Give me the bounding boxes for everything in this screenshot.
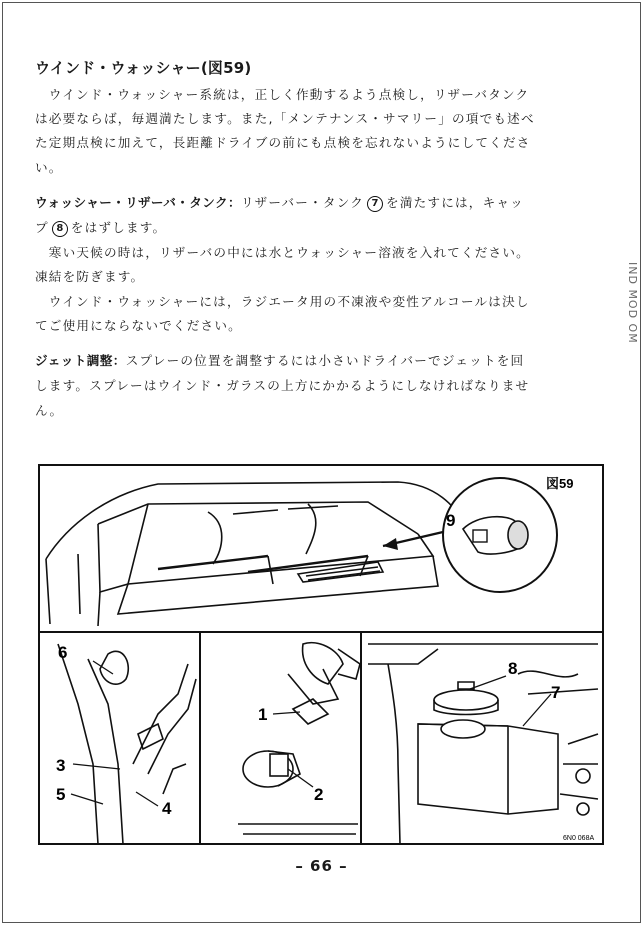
tank-number-badge: 7 [367, 196, 383, 212]
jet-line-3: ん。 [35, 403, 64, 418]
reservoir-lead: ウォッシャー・リザーバ・タンク： [35, 195, 242, 210]
side-margin-mark: IND MOD OM [626, 262, 639, 344]
reservoir-line-2 [35, 217, 166, 237]
intro-line-1: ウインド・ウォッシャー系統は，正しく作動するよう点検し，リザーバタンク [35, 87, 530, 102]
callout-2: 2 [314, 785, 324, 804]
figure-label: 図59 [546, 476, 574, 491]
callout-1: 1 [258, 705, 268, 724]
reservoir-line-1 [35, 192, 524, 212]
jet-line-2: します。スプレーはウインド・ガラスの上方にかかるようにしなければなりませ [35, 378, 530, 393]
reservoir-line-5: ウインド・ウォッシャーには，ラジエータ用の不凍液や変性アルコールは決し [35, 294, 530, 309]
callout-5: 5 [56, 785, 66, 804]
reservoir-line-3: 寒い天候の時は，リザーバの中には水とウォッシャー溶液を入れてください。 [35, 245, 530, 260]
jet-text-a: スプレーの位置を調整するには小さいドライバーでジェットを回 [125, 353, 525, 368]
intro-line-2: は必要ならば，毎週満たします。また,「メンテナンス・サマリー」の項でも述べ [35, 111, 535, 126]
jet-lead: ジェット調整： [35, 353, 126, 368]
callout-8: 8 [508, 659, 518, 678]
figure-59 [38, 464, 604, 845]
callout-9: 9 [446, 511, 456, 530]
figure-code: 6N0 068A [563, 835, 595, 842]
jet-line-1 [35, 350, 524, 369]
reservoir-text-a: リザーバー・タンク [241, 195, 365, 210]
intro-line-3: た定期点検に加えて，長距離ドライブの前にも点検を忘れないようにしてくださ [35, 135, 531, 150]
intro-line-4: い。 [35, 160, 63, 175]
section-heading: ウインド・ウォッシャー(図59) [35, 59, 252, 77]
reservoir-line-4: 凍結を防ぎます。 [35, 269, 145, 284]
callout-3: 3 [56, 756, 66, 775]
cap-number-badge: 8 [52, 221, 68, 237]
reservoir-text-b: を満たすには，キャッ [386, 195, 524, 210]
page-number: – 66 – [295, 857, 348, 875]
reservoir-text-d: をはずします。 [70, 220, 167, 235]
reservoir-text-c: プ [35, 220, 49, 235]
callout-4: 4 [162, 799, 172, 818]
callout-7: 7 [551, 683, 561, 702]
reservoir-line-6: てご使用にならないでください。 [35, 318, 242, 333]
callout-6: 6 [58, 643, 68, 662]
